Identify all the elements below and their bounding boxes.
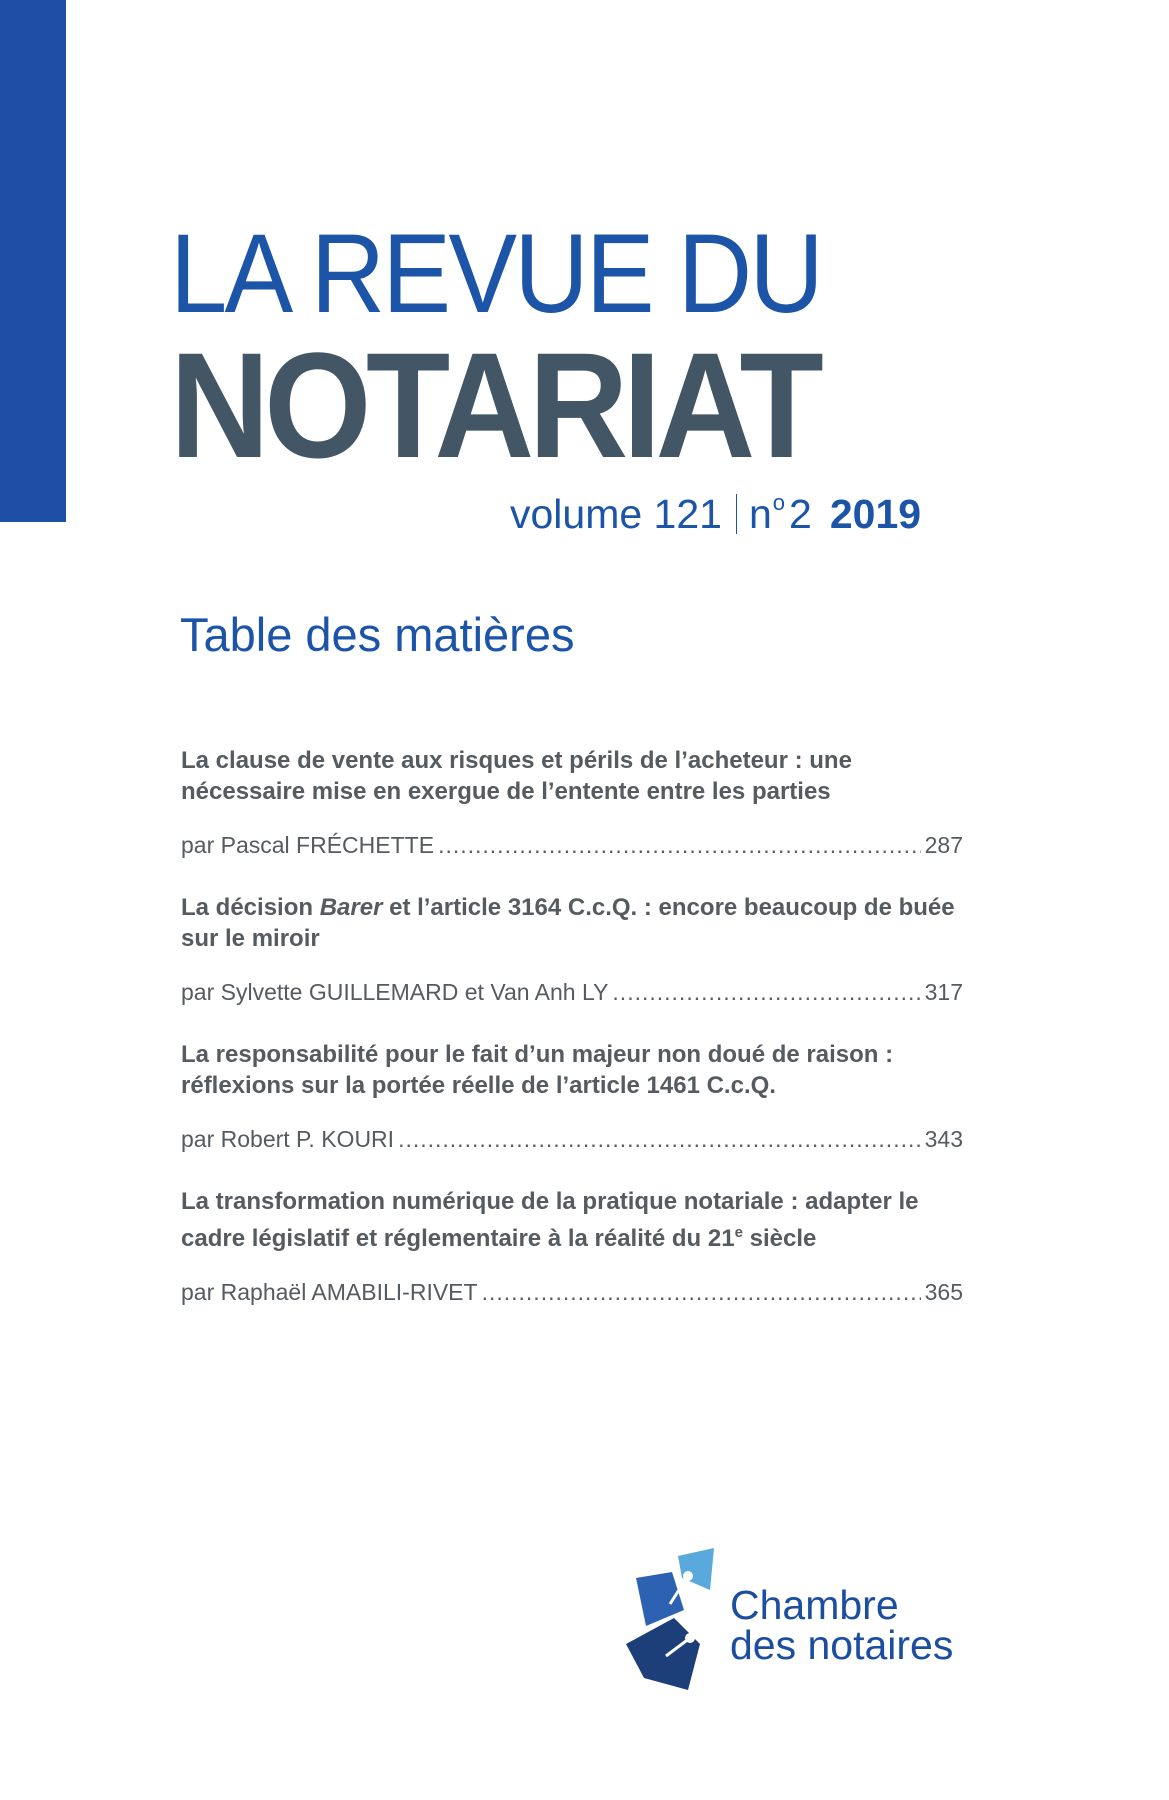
entry-page-number: 287 <box>924 832 963 858</box>
side-accent-bar <box>0 0 66 522</box>
journal-title-line1: LA REVUE DU <box>170 211 822 336</box>
entry-title: La responsabilité pour le fait d’un majeur non doué de raison : réflexions sur la portée réelle de l’article 1461 C.c.Q. <box>181 1041 894 1099</box>
issue-line <box>510 480 921 537</box>
number-prefix: n <box>748 491 772 537</box>
dot-leader <box>398 1125 921 1153</box>
entry-title-italic: Barer <box>319 894 383 921</box>
toc-entry[interactable] <box>181 892 963 1006</box>
toc-heading: Table des matières <box>180 608 575 661</box>
entry-title-part: siècle <box>742 1225 817 1252</box>
logo-shape-dark <box>626 1618 700 1690</box>
entry-page-number: 317 <box>924 979 963 1005</box>
entry-page-number: 365 <box>924 1279 963 1305</box>
entry-title-superscript: e <box>734 1224 743 1241</box>
entry-page-number: 343 <box>924 1126 963 1152</box>
dot-leader <box>612 978 920 1006</box>
logo-text <box>730 1582 954 1668</box>
entry-author-row <box>181 978 963 1006</box>
toc-entry[interactable] <box>181 1186 963 1306</box>
entry-title-part: La décision <box>181 894 320 921</box>
issue-year: 2019 <box>829 491 922 537</box>
logo-text-line1: Chambre <box>730 1582 899 1628</box>
table-of-contents <box>181 745 963 1306</box>
toc-entry[interactable] <box>181 745 963 859</box>
entry-title <box>181 1186 963 1254</box>
entry-author: par Sylvette GUILLEMARD et Van Anh LY <box>181 979 609 1005</box>
separator <box>736 494 737 534</box>
logo-shape-mid <box>636 1572 684 1626</box>
dot-leader <box>438 831 921 859</box>
volume-label: volume 121 <box>510 491 722 537</box>
entry-author: par Raphaël AMABILI-RIVET <box>181 1279 478 1305</box>
entry-title-part: et l’article 3164 C.c.Q. : encore beaucoup de buée sur le miroir <box>181 894 955 952</box>
entry-author-row <box>181 1125 963 1153</box>
issue-number: 2 <box>789 491 812 537</box>
journal-title-line2: NOTARIAT <box>170 321 819 489</box>
number-superscript: o <box>772 490 786 515</box>
toc-entry[interactable] <box>181 1039 963 1153</box>
entry-author-row <box>181 1278 963 1306</box>
entry-author: par Robert P. KOURI <box>181 1126 395 1152</box>
dot-leader <box>482 1278 921 1306</box>
entry-author-row <box>181 831 963 859</box>
logo-text-line2: des notaires <box>730 1622 954 1668</box>
entry-title-part: La transformation numérique de la pratique notariale : adapter le cadre législatif et réglementaire à la réalité du 21 <box>181 1188 919 1252</box>
entry-title <box>181 892 963 954</box>
entry-title: La clause de vente aux risques et périls de l’acheteur : une nécessaire mise en exergue de l’entente entre les parties <box>181 747 852 805</box>
entry-author: par Pascal FRÉCHETTE <box>181 832 435 858</box>
